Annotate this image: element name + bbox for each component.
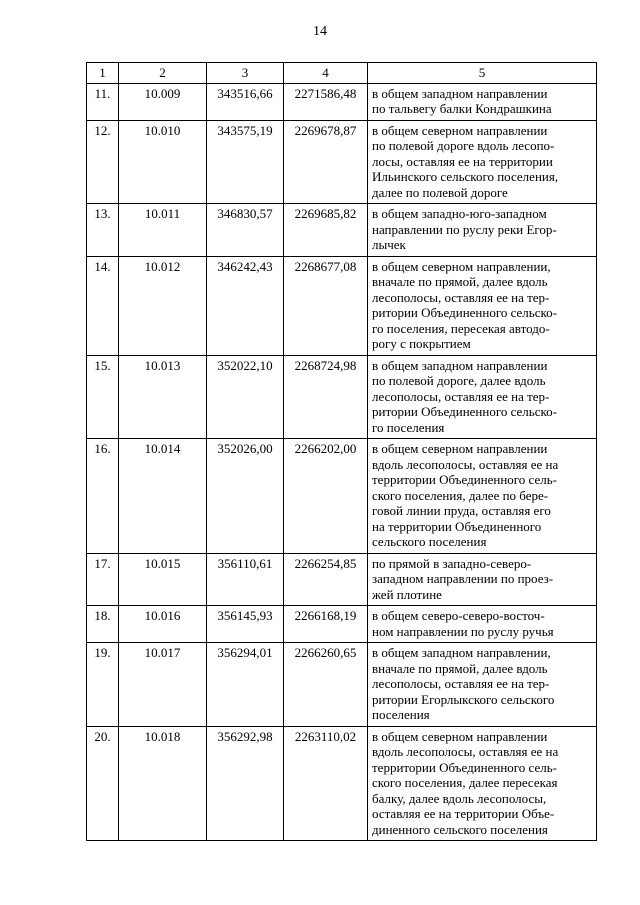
- coord-x-cell: 346830,57: [207, 204, 284, 257]
- point-id-cell: 10.016: [119, 606, 207, 643]
- description-line: вначале по прямой, далее вдоль: [372, 274, 548, 289]
- table-row: [87, 204, 597, 257]
- description-line: в общем северном направлении: [372, 728, 548, 744]
- description-line: в общем северо-северо-восточ-: [372, 608, 545, 623]
- coord-y-cell: 2271586,48: [284, 83, 368, 120]
- description-line: говой линии пруда, оставляя его: [372, 503, 551, 518]
- coord-x-cell: 356110,61: [207, 553, 284, 606]
- coord-x-cell: 352022,10: [207, 355, 284, 439]
- description-line: далее по полевой дороге: [372, 184, 508, 200]
- point-id-cell: 10.017: [119, 643, 207, 727]
- row-number-cell: 12.: [87, 120, 119, 204]
- description-line: по прямой в западно-северо-: [372, 555, 532, 571]
- description-cell: [368, 643, 597, 727]
- table-row: [87, 439, 597, 554]
- point-id-cell: 10.013: [119, 355, 207, 439]
- header-col-2: 2: [119, 63, 207, 84]
- description-line: жей плотине: [372, 586, 442, 602]
- table-body: [87, 83, 597, 841]
- row-number-cell: 17.: [87, 553, 119, 606]
- description-line: направлении по руслу реки Егор-: [372, 221, 557, 237]
- description-line: вначале по прямой, далее вдоль: [372, 660, 548, 676]
- row-number-cell: 11.: [87, 83, 119, 120]
- row-number-cell: 15.: [87, 355, 119, 439]
- description-line: в общем западном направлении,: [372, 645, 551, 660]
- description-line: го поселения, пересекая автодо-: [372, 320, 550, 336]
- description-line: ского поселения, далее по бере-: [372, 487, 549, 503]
- table-row: [87, 553, 597, 606]
- description-line: вдоль лесополосы, оставляя ее на: [372, 456, 559, 472]
- header-col-4: 4: [284, 63, 368, 84]
- point-id-cell: 10.015: [119, 553, 207, 606]
- description-line: в общем северном направлении: [372, 441, 548, 456]
- coord-y-cell: 2266202,00: [284, 439, 368, 554]
- point-id-cell: 10.009: [119, 83, 207, 120]
- description-cell: [368, 355, 597, 439]
- description-line: на территории Объединенного: [372, 518, 542, 534]
- table-row: [87, 355, 597, 439]
- coord-x-cell: 343516,66: [207, 83, 284, 120]
- description-line: в общем северном направлении: [372, 122, 548, 138]
- description-line: ном направлении по руслу ручья: [372, 623, 554, 639]
- description-line: в общем западном направлении: [372, 85, 548, 101]
- row-number-cell: 19.: [87, 643, 119, 727]
- coord-y-cell: 2268677,08: [284, 256, 368, 355]
- description-line: поселения: [372, 707, 430, 722]
- coord-x-cell: 343575,19: [207, 120, 284, 204]
- description-line: по полевой дороге, далее вдоль: [372, 373, 546, 388]
- description-cell: [368, 553, 597, 606]
- description-line: ского поселения, далее пересекая: [372, 775, 558, 790]
- point-id-cell: 10.010: [119, 120, 207, 204]
- header-col-5: 5: [368, 63, 597, 84]
- coord-y-cell: 2268724,98: [284, 355, 368, 439]
- page-number: 14: [313, 24, 327, 39]
- boundary-table: [86, 62, 597, 841]
- description-cell: [368, 726, 597, 841]
- description-line: лосы, оставляя ее на территории: [372, 153, 553, 169]
- coord-y-cell: 2269678,87: [284, 120, 368, 204]
- row-number-cell: 20.: [87, 726, 119, 841]
- table-row: [87, 606, 597, 643]
- description-line: оставляя ее на территории Объе-: [372, 806, 555, 821]
- description-line: в общем северном направлении,: [372, 258, 551, 274]
- row-number-cell: 14.: [87, 256, 119, 355]
- description-cell: [368, 439, 597, 554]
- point-id-cell: 10.018: [119, 726, 207, 841]
- header-col-1: 1: [87, 63, 119, 84]
- point-id-cell: 10.011: [119, 204, 207, 257]
- description-line: западном направлении по проез-: [372, 571, 554, 586]
- point-id-cell: 10.012: [119, 256, 207, 355]
- table-row: [87, 256, 597, 355]
- description-cell: [368, 256, 597, 355]
- description-line: в общем западно-юго-западном: [372, 206, 547, 221]
- description-line: го поселения: [372, 419, 445, 435]
- row-number-cell: 16.: [87, 439, 119, 554]
- description-line: лесополосы, оставляя ее на тер-: [372, 676, 550, 691]
- description-line: рогу с покрытием: [372, 336, 471, 351]
- description-line: ритории Егорлыкского сельского: [372, 691, 555, 707]
- header-col-3: 3: [207, 63, 284, 84]
- description-line: ритории Объединенного сельско-: [372, 305, 557, 320]
- description-line: Ильинского сельского поселения,: [372, 169, 559, 184]
- description-line: вдоль лесополосы, оставляя ее на: [372, 744, 559, 759]
- description-cell: [368, 120, 597, 204]
- description-line: ритории Объединенного сельско-: [372, 404, 557, 419]
- description-cell: [368, 606, 597, 643]
- description-line: лычек: [372, 237, 406, 252]
- row-number-cell: 13.: [87, 204, 119, 257]
- point-id-cell: 10.014: [119, 439, 207, 554]
- coord-x-cell: 356294,01: [207, 643, 284, 727]
- description-cell: [368, 204, 597, 257]
- coord-x-cell: 356292,98: [207, 726, 284, 841]
- row-number-cell: 18.: [87, 606, 119, 643]
- description-line: по тальвегу балки Кондрашкина: [372, 101, 552, 116]
- coord-x-cell: 352026,00: [207, 439, 284, 554]
- coord-x-cell: 346242,43: [207, 256, 284, 355]
- table-row: [87, 643, 597, 727]
- coord-y-cell: 2266168,19: [284, 606, 368, 643]
- description-line: балку, далее вдоль лесополосы,: [372, 790, 547, 806]
- coord-y-cell: 2269685,82: [284, 204, 368, 257]
- description-line: территории Объединенного сель-: [372, 759, 557, 775]
- description-line: территории Объединенного сель-: [372, 472, 557, 487]
- table-row: [87, 120, 597, 204]
- description-line: лесополосы, оставляя ее на тер-: [372, 289, 550, 305]
- description-cell: [368, 83, 597, 120]
- description-line: сельского поселения: [372, 534, 487, 549]
- description-line: по полевой дороге вдоль лесопо-: [372, 138, 555, 153]
- coord-y-cell: 2266254,85: [284, 553, 368, 606]
- description-line: в общем западном направлении: [372, 357, 548, 373]
- coord-y-cell: 2263110,02: [284, 726, 368, 841]
- coord-y-cell: 2266260,65: [284, 643, 368, 727]
- table-header-row: [87, 63, 597, 84]
- description-line: лесополосы, оставляя ее на тер-: [372, 388, 550, 404]
- table-row: [87, 726, 597, 841]
- coord-x-cell: 356145,93: [207, 606, 284, 643]
- table-row: [87, 83, 597, 120]
- description-line: диненного сельского поселения: [372, 821, 548, 837]
